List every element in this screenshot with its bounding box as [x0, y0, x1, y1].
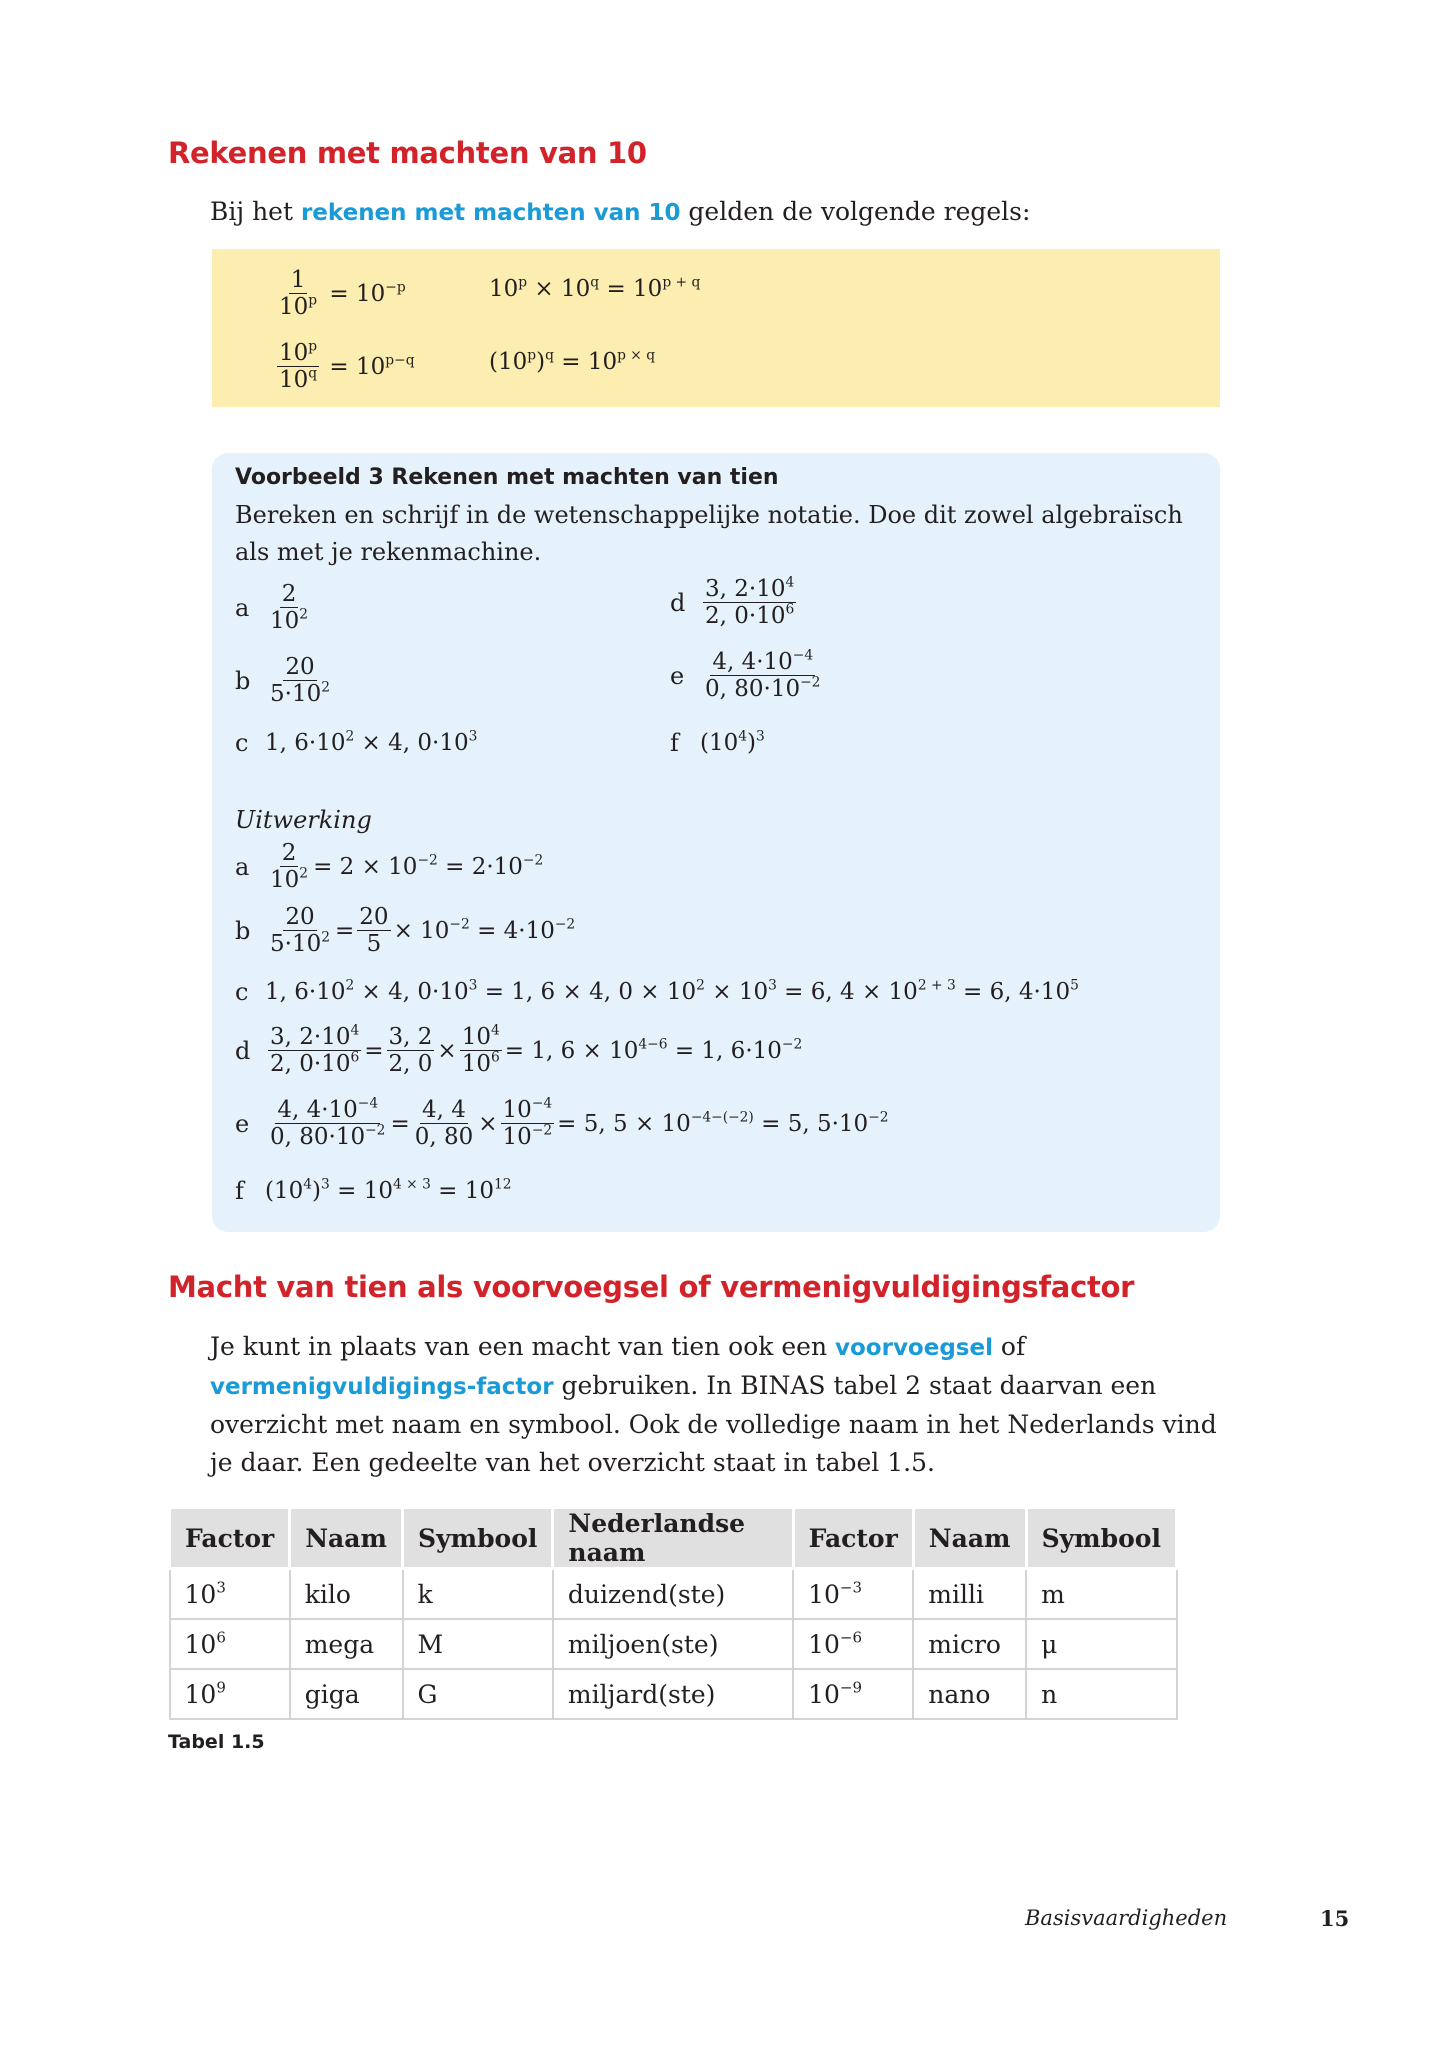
- intro-pre: Bij het: [210, 197, 301, 226]
- cell-symbool-2: μ: [1026, 1619, 1176, 1669]
- exercise-d: d $\frac{3, 2\cdot 10^4}{2, 0\cdot 10^6}$: [670, 574, 795, 630]
- keyword-voorvoegsel: voorvoegsel: [835, 1335, 993, 1361]
- cell-naam-2: micro: [913, 1619, 1026, 1669]
- keyword-vermenigvuldigingsfactor: vermenigvuldigings-factor: [210, 1374, 554, 1400]
- exercise-b: b $\frac{20}{5\cdot 10^2}$: [235, 654, 330, 708]
- uitwerking-heading: Uitwerking: [235, 806, 372, 834]
- cell-symbool: G: [403, 1669, 553, 1719]
- cell-factor: $10^3$: [170, 1569, 290, 1620]
- solution-label-d: d: [235, 1036, 251, 1065]
- cell-symbool: k: [403, 1569, 553, 1620]
- solution-label-c: c: [235, 978, 249, 1006]
- footer-book-title: Basisvaardigheden: [1025, 1906, 1228, 1930]
- exercise-c: c 1, $6\cdot 10^2 \times 4$, $0\cdot 10^3$: [235, 728, 478, 757]
- cell-nederlandse-naam: miljoen(ste): [553, 1619, 793, 1669]
- label-e: e: [670, 661, 685, 690]
- cell-nederlandse-naam: duizend(ste): [553, 1569, 793, 1620]
- header-symbool-2: Symbool: [1026, 1508, 1176, 1569]
- prefix-table: [168, 1506, 1178, 1720]
- cell-naam-2: nano: [913, 1669, 1026, 1719]
- table-row: [170, 1569, 1177, 1620]
- cell-factor-2: $10^{-9}$: [793, 1669, 913, 1719]
- label-b: b: [235, 666, 251, 695]
- cell-factor: $10^6$: [170, 1619, 290, 1669]
- exercise-f: f $(10^4)^3$: [670, 728, 765, 757]
- cell-symbool-2: m: [1026, 1569, 1176, 1620]
- header-naam-2: Naam: [913, 1508, 1026, 1569]
- example-title: Voorbeeld 3 Rekenen met machten van tien: [235, 465, 779, 490]
- table-row: [170, 1619, 1177, 1669]
- solution-f: f $(10^4)^3 = 10^{4 \times 3} = 10^{12}$: [235, 1176, 512, 1205]
- label-d: d: [670, 588, 686, 617]
- header-symbool: Symbool: [403, 1508, 553, 1569]
- section-title-voorvoegsel: Macht van tien als voorvoegsel of vermenigvuldigingsfactor: [168, 1270, 1135, 1304]
- label-a: a: [235, 593, 250, 622]
- label-f: f: [670, 729, 679, 757]
- page-number: 15: [1320, 1906, 1350, 1931]
- cell-nederlandse-naam: miljard(ste): [553, 1669, 793, 1719]
- cell-naam: giga: [290, 1669, 403, 1719]
- solution-label-a: a: [235, 852, 250, 881]
- solution-d: d $\frac{3, 2\cdot 10^4}{2, 0\cdot 10^6}$ = $\frac{3, 2}{2, 0}$ × $\frac{10^4}{10^6}$ = 1, $6 \times 10^{4-6} = 1$, $6\cdot 10^{-2}$: [235, 1022, 803, 1078]
- example-text: Bereken en schrijf in de wetenschappelijke notatie. Doe dit zowel algebraïsch als met je rekenmachine.: [235, 501, 1183, 566]
- cell-factor: $10^9$: [170, 1669, 290, 1719]
- solution-c: c 1, $6\cdot 10^2 \times 4$, $0\cdot 10^3 = 1$, 6 × 4, $0 \times 10^2 \times 10^3 = 6$, $4 \times 10^{2 + 3} = 6$, $4\cdot 10^5$: [235, 977, 1079, 1006]
- intro-post: gelden de volgende regels:: [680, 197, 1031, 226]
- cell-factor-2: $10^{-3}$: [793, 1569, 913, 1620]
- rule-reciprocal: $\frac{1}{10^p}$ = $10^{-p}$: [279, 267, 406, 321]
- p-pre: Je kunt in plaats van een macht van tien ook een: [210, 1332, 835, 1361]
- header-factor-2: Factor: [793, 1508, 913, 1569]
- cell-symbool: M: [403, 1619, 553, 1669]
- table-caption: Tabel 1.5: [168, 1731, 265, 1753]
- table-row: [170, 1669, 1177, 1719]
- rule-power: $(10^p)^q = 10^{p \times q}$: [489, 347, 656, 375]
- cell-naam: mega: [290, 1619, 403, 1669]
- rule-product: $10^p \times 10^q = 10^{p + q}$: [489, 274, 701, 302]
- rule-quotient: $\frac{10^p}{10^q}$ = $10^{p-q}$: [279, 338, 415, 394]
- header-naam: Naam: [290, 1508, 403, 1569]
- cell-naam: kilo: [290, 1569, 403, 1620]
- solution-label-b: b: [235, 916, 251, 945]
- keyword-rekenen: rekenen met machten van 10: [300, 200, 681, 226]
- p-mid: of: [992, 1332, 1026, 1361]
- cell-naam-2: milli: [913, 1569, 1026, 1620]
- section-title-machten: Rekenen met machten van 10: [168, 136, 647, 170]
- intro-paragraph: [210, 193, 1210, 232]
- exercise-e: e $\frac{4, 4\cdot 10^{-4}}{0, 80\cdot 10^{-2}}$: [670, 647, 821, 703]
- header-nederlandse-naam: Nederlandse naam: [553, 1508, 793, 1569]
- exercise-a: a $\frac{2}{10^2}$: [235, 581, 309, 635]
- table-header-row: [170, 1508, 1177, 1569]
- solution-label-e: e: [235, 1109, 250, 1138]
- header-factor: Factor: [170, 1508, 290, 1569]
- solution-label-f: f: [235, 1177, 244, 1205]
- section2-paragraph: [210, 1328, 1220, 1482]
- solution-a: a $\frac{2}{10^2}$ = $2 \times 10^{-2} = 2\cdot 10^{-2}$: [235, 840, 544, 894]
- p-post: gebruiken. In BINAS tabel 2 staat daarvan een overzicht met naam en symbool. Ook de volledige naam in het Nederlands vind je daar. Een gedeelte van het overzicht staat in tabel 1.5.: [210, 1371, 1217, 1477]
- solution-e: e $\frac{4, 4\cdot 10^{-4}}{0, 80\cdot 10^{-2}}$ = $\frac{4, 4}{0, 80}$ × $\frac{10^{-4}}{10^{-2}}$ = 5, $5 \times 10^{-4-(-2)} = 5$, $5\cdot 10^{-2}$: [235, 1095, 889, 1151]
- label-c: c: [235, 729, 249, 757]
- cell-factor-2: $10^{-6}$: [793, 1619, 913, 1669]
- solution-b: b $\frac{20}{5\cdot 10^2}$ = $\frac{20}{5}$ × $10^{-2} = 4\cdot 10^{-2}$: [235, 904, 576, 958]
- cell-symbool-2: n: [1026, 1669, 1176, 1719]
